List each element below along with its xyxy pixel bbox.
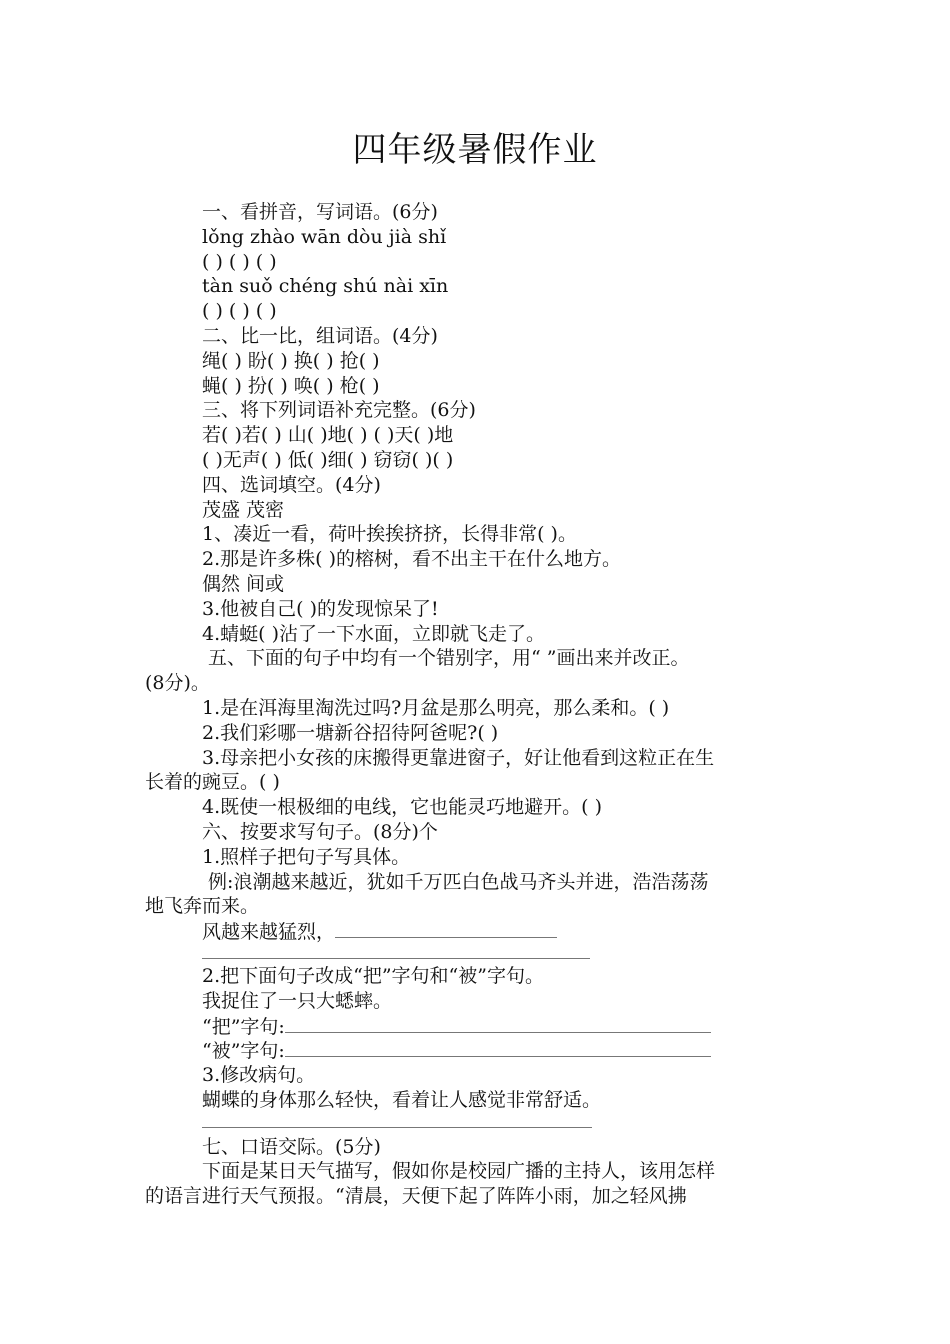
q5-item-1: 1.是在洱海里淘洗过吗?月盆是那么明亮，那么柔和。( ) <box>202 696 670 719</box>
q5-heading: 五、下面的句子中均有一个错别字，用“ ”画出来并改正。 <box>202 647 690 670</box>
q1-pinyin-row-2: tàn suǒ chéng shú nài xīn <box>202 275 449 298</box>
q6-item-1: 1.照样子把句子写具体。 <box>202 845 411 868</box>
q1-heading: 一、看拼音，写词语。(6分) <box>202 201 438 223</box>
q6-example-continued: 地飞奔而来。 <box>145 895 260 918</box>
page-title: 四年级暑假作业 <box>352 130 598 170</box>
answer-blank[interactable] <box>285 1038 711 1057</box>
q1-answer-row-2: ( ) ( ) ( ) <box>202 300 277 323</box>
q6-item-3: 3.修改病句。 <box>202 1064 316 1087</box>
q5-item-3: 3.母亲把小女孩的床搬得更靠进窗子，好让他看到这粒正在生 <box>202 746 715 769</box>
q1-pinyin-row-1: lǒng zhào wān dòu jià shǐ <box>202 225 447 248</box>
q4-item-4: 4.蜻蜓( )沾了一下水面，立即就飞走了。 <box>202 622 545 645</box>
q4-item-3: 3.他被自己( )的发现惊呆了! <box>202 597 439 620</box>
q4-word-choice-1: 茂盛 茂密 <box>202 498 285 521</box>
q6-answer-blank-row <box>145 944 810 964</box>
q3-row-1: 若( )若( ) 山( )地( ) ( )天( )地 <box>202 424 454 447</box>
answer-blank[interactable] <box>285 1014 711 1033</box>
q4-heading: 四、选词填空。(4分) <box>202 473 381 496</box>
q6-ba-label: “把”字句: <box>202 1015 285 1038</box>
q5-item-2: 2.我们彩哪一塘新谷招待阿爸呢?( ) <box>202 721 499 744</box>
q6-item-2-sentence: 我捉住了一只大蟋蟀。 <box>202 989 393 1012</box>
q2-row-1: 绳( ) 盼( ) 换( ) 抢( ) <box>202 349 380 372</box>
q4-item-2: 2.那是许多株( )的榕树，看不出主干在什么地方。 <box>202 548 621 571</box>
q6-heading: 六、按要求写句子。(8分)个 <box>202 820 438 843</box>
q4-word-choice-2: 偶然 间或 <box>202 572 285 595</box>
q3-heading: 三、将下列词语补充完整。(6分) <box>202 399 476 422</box>
q6-bei-row <box>145 1038 810 1063</box>
q6-example: 例:浪潮越来越近，犹如千万匹白色战马齐头并进，浩浩荡荡 <box>202 870 709 893</box>
q7-text: 下面是某日天气描写，假如你是校园广播的主持人，该用怎样 <box>202 1160 716 1183</box>
q3-row-2: ( )无声( ) 低( )细( ) 窃窃( )( ) <box>202 448 454 471</box>
q6-ba-row <box>145 1014 810 1039</box>
q2-heading: 二、比一比，组词语。(4分) <box>202 324 438 347</box>
answer-blank[interactable] <box>335 919 557 938</box>
q5-heading-continued: (8分)。 <box>145 672 210 695</box>
q1-answer-row-1: ( ) ( ) ( ) <box>202 250 277 273</box>
q5-item-3-continued: 长着的豌豆。( ) <box>145 771 280 794</box>
answer-blank[interactable] <box>202 944 590 959</box>
q6-prompt-row <box>145 919 810 944</box>
q7-heading: 七、口语交际。(5分) <box>202 1135 381 1158</box>
q4-item-1: 1、凑近一看，荷叶挨挨挤挤，长得非常( )。 <box>202 523 577 546</box>
q6-item-2: 2.把下面句子改成“把”字句和“被”字句。 <box>202 964 544 987</box>
answer-blank[interactable] <box>202 1113 592 1128</box>
q6-item-3-answer-row <box>145 1113 810 1135</box>
q6-prompt-text: 风越来越猛烈， <box>202 921 336 944</box>
worksheet-body <box>145 200 810 1209</box>
q7-text-continued: 的语言进行天气预报。“清晨，天便下起了阵阵小雨，加之轻风拂 <box>145 1185 687 1208</box>
q5-item-4: 4.既使一根极细的电线，它也能灵巧地避开。( ) <box>202 796 602 819</box>
q6-bei-label: “被”字句: <box>202 1040 285 1063</box>
q2-row-2: 蝇( ) 扮( ) 唤( ) 枪( ) <box>202 374 380 397</box>
q6-item-3-sentence: 蝴蝶的身体那么轻快，看着让人感觉非常舒适。 <box>202 1088 602 1111</box>
